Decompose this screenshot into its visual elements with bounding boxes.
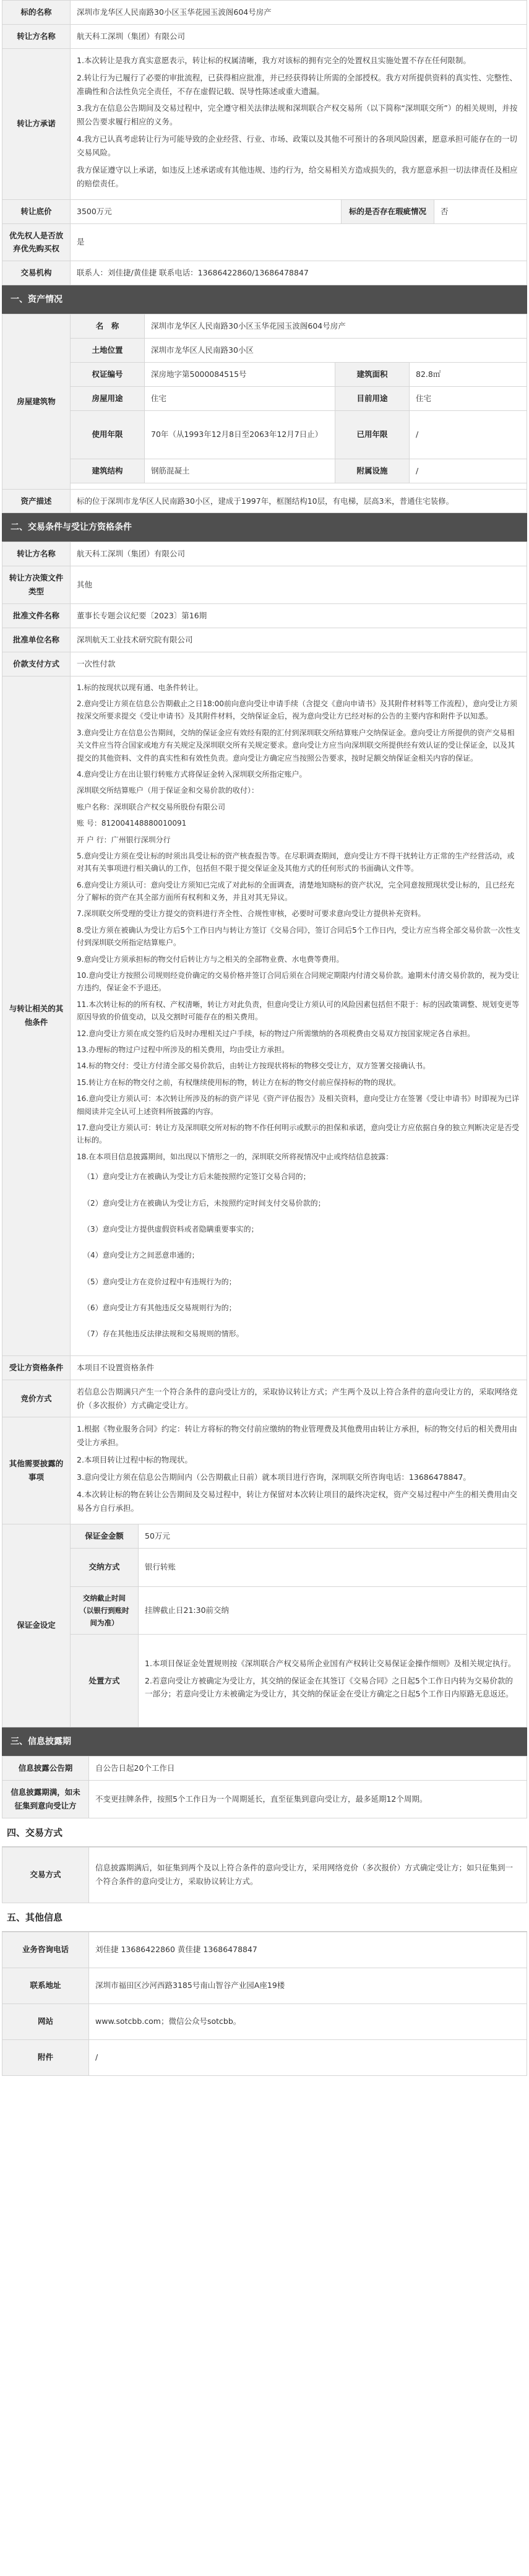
other-item: 8.受让方须在被确认为受让方后5个工作日内与转让方签订《交易合同》，签订合同后5个工作日内，受让方应当将全部交易价款一次性支付到深圳联交所指定结算账户。	[77, 925, 520, 948]
other-item: 10.意向受让方按照公司规则经竞价确定的交易价格并签订合同后须在合同规定期限内付清交易价款。逾期未付清交易价款的，视为受让方违约，保证金不予退还。	[77, 971, 520, 993]
house-cert: 深房地字第5000084515号	[145, 362, 335, 386]
method-label: 交易方式	[2, 1847, 89, 1903]
house-years: 70年（从1993年12月8日至2063年12月7日止）	[145, 410, 335, 459]
contact-value: 联系人：刘佳捷/黄佳捷 联系电话：13686422860/13686478847	[71, 261, 527, 285]
ending-label: 竞价方式	[2, 1380, 71, 1417]
deposit-group-label: 保证金设定	[2, 1524, 71, 1727]
defect-label: 标的是否存在瑕疵情况	[342, 199, 434, 223]
addr-label: 联系地址	[2, 1968, 89, 2003]
disclosure-content	[71, 1417, 527, 1524]
house-loc-label: 土地位置	[71, 339, 145, 363]
other-item: 7.深圳联交所受理的受让方提交的资料进行齐全性、合规性审核，必要时可要求意向受让方提供补充资料。	[77, 909, 426, 918]
deal-approve: 董事长专题会议纪要〔2023〕第16期	[71, 604, 527, 628]
web-value[interactable]: www.sotcbb.com；微信公众号sotcbb。	[89, 2003, 527, 2039]
other-item: 2.意向受让方须在信息公告期截止之日18:00前向意向受让申请手续（含提交《意向申请书》及其附件材料等工作流程），意向受让方须按深交所要求提交《受让申请书》及其附件材料，交纳保证金后，视为意向受让方已经对标的公告的主要内容和附件予以知悉。	[77, 699, 518, 721]
other-item: 账户名称：深圳联合产权交易所股份有限公司	[77, 802, 226, 811]
deal-pay-label: 价款支付方式	[2, 652, 71, 676]
attach-value: /	[89, 2039, 527, 2075]
disclosure-item: 2.本项目转让过程中标的物现状。	[77, 1455, 192, 1465]
other-item: 17.意向受让方须认可：转让方及深圳联交所对标的物不作任何明示或默示的担保和承诺，意向受让方应依据自身的独立判断决定是否受让标的。	[77, 1123, 520, 1145]
deposit-method-label: 交纳方式	[71, 1548, 139, 1586]
deposit-handle	[139, 1634, 527, 1727]
period-label: 信息披露公告期	[2, 1756, 89, 1780]
transferor-value: 航天科工深圳（集团）有限公司	[71, 24, 527, 48]
deposit-handle-item: 1.本项目保证金处置规则按《深圳联合产权交易所企业国有产权转让交易保证金操作细则》及相关规定执行。	[145, 1658, 516, 1668]
house-purpose-label: 目前用途	[335, 386, 410, 410]
method-value: 信息披露期满后，如征集到两个及以上符合条件的意向受让方，采用网络竞价（多次报价）方式确定受让方；如只征集到一个符合条件的意向受让方，采取协议转让方式。	[89, 1847, 527, 1903]
promise-item: 3.我方在信息公告期间及交易过程中，完全遵守相关法律法规和深圳联合产权交易所（以下简称“深圳联交所”）的相关规则，并按照公告要求履行相应的义务。	[77, 103, 518, 127]
deposit-amount: 50万元	[139, 1524, 527, 1548]
deposit-handle-label: 处置方式	[71, 1634, 139, 1727]
section-period-title: 三、信息披露期	[2, 1727, 527, 1756]
contact-label: 交易机构	[2, 261, 71, 285]
deal-pay: 一次性付款	[71, 652, 527, 676]
priority-label: 优先权人是否放弃优先购买权	[2, 223, 71, 261]
target-name-label: 标的名称	[2, 1, 71, 25]
house-support: /	[410, 459, 527, 483]
other-label: 与转让相关的其他条件	[2, 676, 71, 1355]
other-subitem: （4）意向受让方之间恶意串通的；	[83, 1251, 199, 1260]
other-item: 12.意向受让方须在成交签约后及时办理相关过户手续，标的物过户所需缴纳的各项税费由交易双方按国家规定各自承担。	[77, 1029, 475, 1038]
house-struct-label: 建筑结构	[71, 459, 145, 483]
house-purpose: 住宅	[410, 386, 527, 410]
asset-desc: 标的位于深圳市龙华区人民南路30小区，建成于1997年，框图结构10层，有电梯，层高3米，普通住宅装修。	[71, 489, 527, 513]
house-area-label: 建筑面积	[335, 362, 410, 386]
deposit-method: 银行转账	[139, 1548, 527, 1586]
deal-type-label: 转让方决策文件类型	[2, 566, 71, 604]
other-item: 3.意向受让方在信息公告期间，交纳的保证金应有效经有限的汇付到深圳联交所结算账户交纳保证金。意向受让方所提供的资产交易相关文件应当符合国家或地方有关规定及深圳联交所有关规定要求。意向受让方应当向深圳联交所提供经有效认证的受让保证金，以及其提交的其他资料、文件的真实性和有效性负责。意向受让方确定应当按照公告要求，按时足额交纳保证金相关内容的保证。	[77, 728, 515, 763]
spacer	[71, 483, 527, 489]
target-name: 深圳市龙华区人民南路30小区玉华花园玉波阁604号房产	[71, 1, 527, 25]
section-deal-title: 二、交易条件与受让方资格条件	[2, 513, 527, 542]
disclosure-item: 1.根据《物业服务合同》约定：转让方将标的物交付前应缴纳的物业管理费及其他费用由转让方承担，标的物交付后的相关费用由受让方承担。	[77, 1424, 517, 1448]
other-item: 9.意向受让方须承担标的物交付后转让方与之相关的全部物业费、水电费等费用。	[77, 954, 344, 964]
deal-transferor-label: 转让方名称	[2, 542, 71, 566]
promise-content	[71, 48, 527, 199]
transferor-label: 转让方名称	[2, 24, 71, 48]
deposit-deadline-label: 交纳截止时间（以银行到账时间为准）	[71, 1586, 139, 1634]
other-item: 18.在本项目信息披露期间，如出现以下情形之一的，深圳联交所将视情况中止或终结信息披露：	[77, 1152, 394, 1161]
disclosure-item: 4.本次转让标的物在转让公告期间及交易过程中，转让方保留对本次转让项目的最终决定权，资产交易过程中产生的相关费用由交易各方自行承担。	[77, 1489, 517, 1513]
extend-label: 信息披露期满，如未征集到意向受让方	[2, 1780, 89, 1818]
house-years-label: 使用年限	[71, 410, 145, 459]
consult-value: 刘佳捷 13686422860 黄佳捷 13686478847	[89, 1932, 527, 1968]
promise-item: 4.我方已认真考虑转让行为可能导致的企业经营、行业、市场、政策以及其他不可预计的各项风险因素，愿意承担可能存在的一切交易风险。	[77, 134, 517, 157]
other-item: 16.意向受让方须认可：本次转让所涉及的标的资产详见《资产评估报告》及相关资料，意向受让方在签署《受让申请书》时即视为已详细阅读并完全认可上述资料所披露的内容。	[77, 1094, 520, 1116]
price-value: 3500万元	[71, 199, 342, 223]
other-item: 开 户 行：广州银行深圳分行	[77, 835, 171, 844]
other-item: 5.意向受让方须在受让标的时须出具受让标的资产核查报告等。在尽职调查期间，意向受让方不得干扰转让方正常的生产经营活动，或对其有关事项进行相关确认的工作，包括但不限于提交保证金及其他方式的任何形式的书面确认文件等。	[77, 851, 515, 873]
period-value: 自公告日起20个工作日	[89, 1756, 527, 1780]
deal-unit: 深圳航天工业技术研究院有限公司	[71, 628, 527, 652]
other-item: 11.本次转让标的的所有权、产权清晰，转让方对此负责，但意向受让方须认可的风险因素包括但不限于：标的因政策调整、规划变更等原因导致的价值变动，以及交割时可能存在的相关费用。	[77, 1000, 520, 1022]
deal-table	[2, 542, 527, 1727]
other-subitem: （2）意向受让方在被确认为受让方后，未按照约定时间支付交易价款的；	[83, 1198, 325, 1208]
section-asset-title: 一、资产情况	[2, 285, 527, 314]
asset-desc-label: 资产描述	[2, 489, 71, 513]
web-label: 网站	[2, 2003, 89, 2039]
period-table	[2, 1756, 527, 1818]
other-subitem: （7）存在其他违反法律法规和交易规则的情形。	[83, 1329, 244, 1339]
other-subitem: （6）意向受让方有其他违反交易规则行为的；	[83, 1303, 236, 1313]
house-loc: 深圳市龙华区人民南路30小区	[145, 339, 527, 363]
ending-value: 若信息公告期满只产生一个符合条件的意向受让方的，采取协议转让方式；产生两个及以上符合条件的意向受让方的，采取网络竞价（多次报价）方式确定受让方。	[71, 1380, 527, 1417]
section-info-title: 五、其他信息	[2, 1903, 527, 1932]
other-item: 6.意向受让方须认可：意向受让方须知已完成了对此标的全面调查，清楚地知晓标的资产状况，完全同意按照现状受让标的，且已经充分了解标的资产在其全部方面所有权利和义务，并且对其无异议。	[77, 880, 515, 902]
house-name: 深圳市龙华区人民南路30小区玉华花园玉波阁604号房产	[145, 314, 527, 339]
house-used: /	[410, 410, 527, 459]
disclosure-label: 其他需要披露的事项	[2, 1417, 71, 1524]
disclosure-item: 3.意向受让方须在信息公告期间内（公告期截止日前）就本项目进行咨询，深圳联交所咨询电话：13686478847。	[77, 1472, 471, 1482]
deposit-deadline: 挂牌截止日21:30前交纳	[139, 1586, 527, 1634]
house-cert-label: 权证编号	[71, 362, 145, 386]
defect-value: 否	[434, 199, 527, 223]
house-support-label: 附属设施	[335, 459, 410, 483]
house-nature: 住宅	[145, 386, 335, 410]
consult-label: 业务咨询电话	[2, 1932, 89, 1968]
method-table	[2, 1847, 527, 1903]
other-item: 深圳联交所结算账户（用于保证金和交易价款的收付）：	[77, 786, 259, 795]
promise-item: 我方保证遵守以上承诺，如违反上述承诺或有其他违规、违约行为，给交易相关方造成损失的，我方愿意承担一切法律责任及相应的赔偿责任。	[77, 165, 518, 188]
summary-table	[2, 0, 527, 285]
other-item: 13.办理标的物过户过程中所涉及的相关费用，均由受让方承担。	[77, 1045, 290, 1054]
other-subitem: （1）意向受让方在被确认为受让方后未能按照约定签订交易合同的；	[83, 1172, 311, 1182]
deposit-handle-item: 2.若意向受让方被确定为受让方，其交纳的保证金在其签订《交易合同》之日起5个工作日内转为交易价款的一部分；若意向受让方未被确定为受让方，其交纳的保证金在受让方确定之日起5个工作日内原路无息返还。	[145, 1675, 514, 1699]
other-subitem: （3）意向受让方提供虚假资料或者隐瞒重要事实的；	[83, 1224, 259, 1234]
deposit-amount-label: 保证金金额	[71, 1524, 139, 1548]
addr-value: 深圳市福田区沙河西路3185号南山智谷产业园A座19楼	[89, 1968, 527, 2003]
other-item: 15.转让方在标的物交付之前，有权继续使用标的物，转让方在标的物交付前应保持标的物的现状。	[77, 1078, 401, 1087]
other-subitem: （5）意向受让方在竞价过程中有违规行为的；	[83, 1277, 236, 1286]
deal-unit-label: 批准单位名称	[2, 628, 71, 652]
priority-value: 是	[71, 223, 527, 261]
house-group-label: 房屋建筑物	[2, 314, 71, 489]
house-area: 82.8㎡	[410, 362, 527, 386]
other-item: 1.标的按现状以现有通、电条件转让。	[77, 683, 203, 692]
section-method-title: 四、交易方式	[2, 1818, 527, 1847]
house-nature-label: 房屋用途	[71, 386, 145, 410]
deal-type: 其他	[71, 566, 527, 604]
other-item: 14.标的物交付：受让方付清全部交易价款后，由转让方按现状将标的物移交受让方，双方签署交接确认书。	[77, 1061, 431, 1071]
house-name-label: 名 称	[71, 314, 145, 339]
deal-approve-label: 批准文件名称	[2, 604, 71, 628]
promise-item: 2.转让行为已履行了必要的审批流程，已获得相应批准，并已经获得转让所需的全部授权。我方对所提供资料的真实性、完整性、准确性和合法性负完全责任，不存在虚假记载、误导性陈述或重大遗漏。	[77, 72, 517, 96]
info-table	[2, 1932, 527, 2076]
house-struct: 钢筋混凝土	[145, 459, 335, 483]
other-content	[71, 676, 527, 1355]
qualify-label: 受让方资格条件	[2, 1355, 71, 1380]
deal-transferor: 航天科工深圳（集团）有限公司	[71, 542, 527, 566]
house-used-label: 已用年限	[335, 410, 410, 459]
attach-label: 附件	[2, 2039, 89, 2075]
other-item: 账 号：812004148880010091	[77, 819, 187, 828]
other-item: 4.意向受让方在出让银行转账方式将保证金转入深圳联交所指定账户。	[77, 769, 307, 779]
promise-label: 转让方承诺	[2, 48, 71, 199]
qualify-value: 本项目不设置资格条件	[71, 1355, 527, 1380]
price-label: 转让底价	[2, 199, 71, 223]
extend-value: 不变更挂牌条件，按照5个工作日为一个周期延长，直至征集到意向受让方，最多延期12个周期。	[89, 1780, 527, 1818]
asset-table	[2, 314, 527, 513]
promise-item: 1.本次转让是我方真实意愿表示，转让标的权属清晰，我方对该标的拥有完全的处置权且实施处置不存在任何限制。	[77, 55, 471, 65]
